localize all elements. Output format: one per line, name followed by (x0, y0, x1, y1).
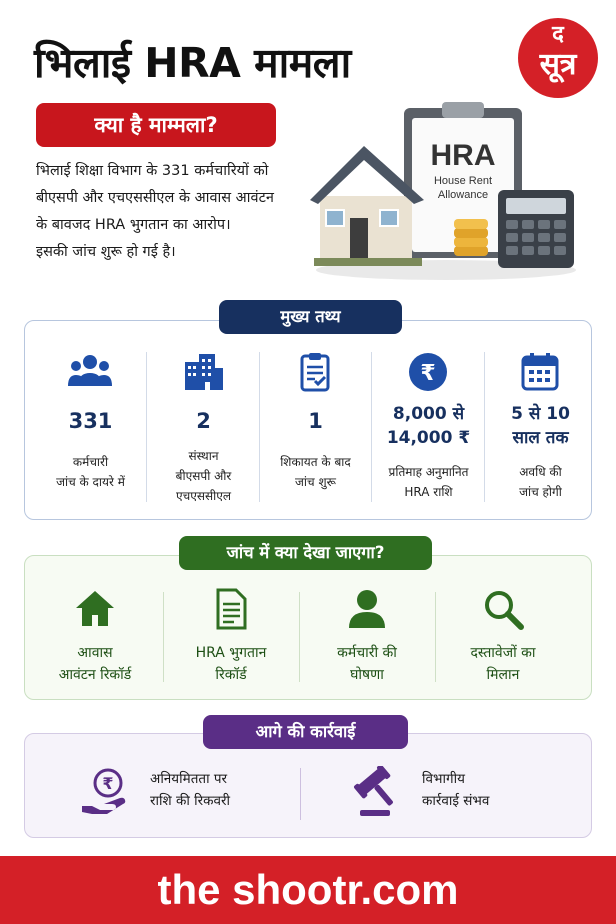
clipboard-sub2: Allowance (437, 189, 489, 201)
next-steps-heading: आगे की कार्रवाई (203, 715, 408, 749)
fact-institutions (147, 340, 260, 510)
check-label-line: HRA भुगतान (195, 645, 267, 661)
calendar-icon (518, 352, 562, 392)
check-label-line: दस्तावेजों का (470, 645, 536, 661)
next-label-line: राशि की रिकवरी (150, 793, 231, 809)
svg-text:₹: ₹ (420, 361, 436, 386)
fact-value-line: 14,000 ₹ (386, 428, 471, 448)
fact-label-line: जांच के दायरे में (56, 475, 125, 489)
check-declaration (299, 580, 435, 692)
rupee-hand-icon (80, 766, 132, 818)
magnifier-icon (482, 588, 524, 630)
fact-label-line: बीएसपी और (175, 469, 232, 483)
fact-label (259, 452, 372, 492)
facts-heading: मुख्य तथ्य (219, 300, 402, 334)
fact-label-line: प्रतिमाह अनुमानित (388, 465, 469, 479)
people-icon (68, 352, 112, 392)
fact-value: 2 (196, 409, 211, 433)
clipboard-title: HRA (430, 139, 496, 172)
svg-text:₹: ₹ (102, 774, 114, 793)
calculator-icon (498, 190, 574, 268)
next-label (422, 768, 489, 812)
rupee-icon (406, 352, 450, 392)
check-label-line: आवंटन रिकॉर्ड (58, 667, 132, 683)
next-department-action (352, 760, 552, 826)
intro-line: भिलाई शिक्षा विभाग के 331 कर्मचारियों को (36, 163, 269, 179)
fact-label-line: शिकायत के बाद (280, 455, 351, 469)
next-label-line: कार्रवाई संभव (422, 793, 490, 809)
next-label-line: विभागीय (422, 771, 465, 787)
check-hra-payment (163, 580, 299, 692)
check-label (299, 642, 435, 686)
check-label-line: कर्मचारी की (337, 645, 397, 661)
fact-value: 331 (68, 409, 113, 433)
check-label (435, 642, 571, 686)
fact-label (34, 452, 147, 492)
fact-hra-amount (372, 340, 485, 510)
divider (300, 768, 301, 820)
fact-value-line: 5 से 10 (511, 404, 570, 424)
check-label-line: रिकॉर्ड (215, 667, 247, 683)
clipboard-check-icon (293, 352, 337, 392)
fact-label-line: संस्थान (188, 449, 219, 463)
hra-illustration (306, 98, 586, 288)
intro-text (36, 158, 308, 266)
fact-complaint (259, 340, 372, 510)
check-heading: जांच में क्या देखा जाएगा? (179, 536, 432, 570)
fact-label-line: जांच होगी (519, 485, 562, 499)
person-icon (346, 588, 388, 630)
check-label-line: मिलान (486, 667, 520, 683)
fact-label-line: HRA राशि (404, 485, 453, 499)
next-recovery (80, 760, 280, 826)
fact-label-line: कर्मचारी (72, 455, 109, 469)
building-icon (181, 352, 225, 392)
intro-badge: क्या है माम्मला? (36, 103, 276, 147)
fact-value: 1 (308, 409, 323, 433)
logo-top-text: द (552, 22, 564, 47)
logo-bottom-text: सूत्र (539, 47, 577, 82)
intro-line: बीएसपी और एचएससीएल के आवास आवंटन (36, 190, 274, 206)
intro-line: के बावजद HRA भुगतान का आरोप। (36, 217, 231, 233)
fact-label-line: अवधि की (519, 465, 562, 479)
gavel-icon (352, 766, 404, 818)
fact-label-line: एचएससीएल (176, 489, 231, 503)
check-label (27, 642, 163, 686)
clipboard-sub1: House Rent (433, 175, 493, 187)
check-label (163, 642, 299, 686)
brand-logo[interactable] (518, 18, 598, 98)
footer-site-link[interactable]: the shootr.com (0, 856, 616, 924)
fact-label (484, 462, 597, 502)
page-title: भिलाई HRA मामला (34, 39, 351, 87)
check-label-line: आवास (77, 645, 113, 661)
coins-icon (454, 219, 488, 256)
next-label-line: अनियमितता पर (150, 771, 228, 787)
fact-label (147, 446, 260, 506)
intro-line: इसकी जांच शुरू हो गई है। (36, 244, 176, 260)
fact-label-line: जांच शुरू (295, 475, 336, 489)
fact-value (484, 402, 597, 450)
home-icon (74, 588, 116, 630)
fact-value-line: 8,000 से (392, 404, 465, 424)
check-label-line: घोषणा (350, 667, 384, 683)
fact-period (484, 340, 597, 510)
next-label (150, 768, 230, 812)
fact-label (372, 462, 485, 502)
fact-employees (34, 340, 147, 510)
check-documents (435, 580, 571, 692)
fact-value (372, 402, 485, 450)
fact-value-line: साल तक (512, 428, 569, 448)
document-icon (210, 588, 252, 630)
check-housing (27, 580, 163, 692)
